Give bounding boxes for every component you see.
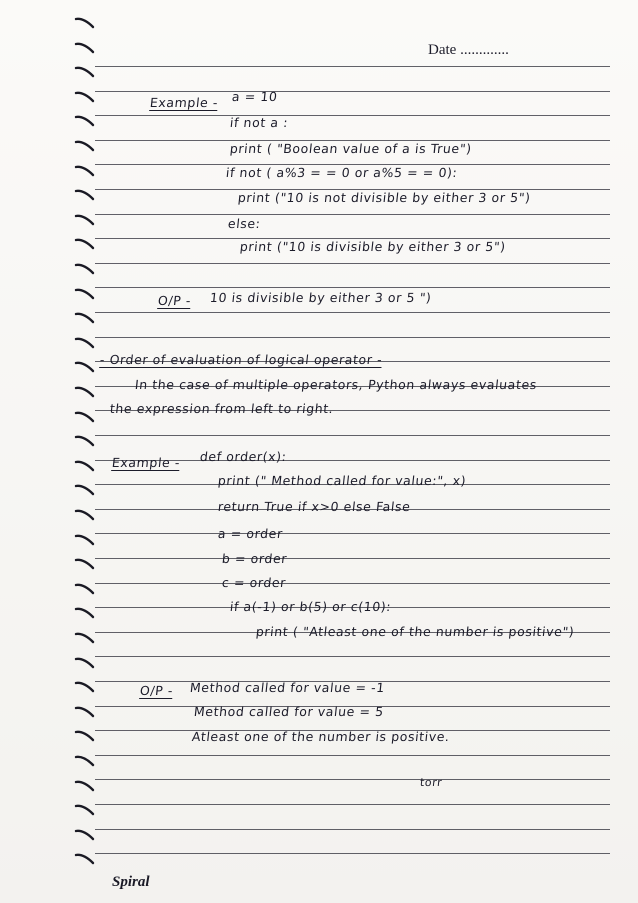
spiral-ring-icon [74, 41, 96, 55]
code-line-def-order: def order(x): [199, 449, 288, 464]
spiral-ring-icon [74, 828, 96, 842]
code-line-print-boolean: print ( "Boolean value of a is True") [229, 141, 473, 156]
ruled-line [95, 755, 610, 756]
ruled-line [95, 829, 610, 830]
spiral-ring-icon [74, 139, 96, 153]
spiral-ring-icon [74, 262, 96, 276]
spiral-ring-icon [74, 459, 96, 473]
spiral-ring-icon [74, 779, 96, 793]
ruled-line [95, 214, 610, 215]
code-line-c-order: c = order [221, 575, 287, 590]
ruled-line [95, 656, 610, 657]
spiral-ring-icon [74, 582, 96, 596]
spiral-ring-icon [74, 606, 96, 620]
example-heading-1: Example - [149, 95, 219, 110]
ruled-line [95, 804, 610, 805]
ruled-line [95, 435, 610, 436]
example-heading-2: Example - [111, 455, 181, 470]
spiral-ring-icon [74, 410, 96, 424]
code-line-print-not-divisible: print ("10 is not divisible by either 3 or 5") [237, 190, 532, 205]
spiral-ring-icon [74, 656, 96, 670]
paragraph-line-1: In the case of multiple operators, Python always evaluates [134, 377, 538, 392]
ruled-line [95, 66, 610, 67]
paragraph-line-2: the expression from left to right. [109, 401, 335, 416]
ruled-line [95, 115, 610, 116]
spiral-ring-icon [74, 237, 96, 251]
spiral-ring-icon [74, 557, 96, 571]
code-line-print-divisible: print ("10 is divisible by either 3 or 5") [239, 239, 507, 254]
spiral-ring-icon [74, 385, 96, 399]
spiral-ring-icon [74, 213, 96, 227]
ruled-line [95, 91, 610, 92]
spiral-ring-icon [74, 631, 96, 645]
output-line-method-1: Method called for value = -1 [189, 680, 386, 695]
spiral-ring-icon [74, 533, 96, 547]
spiral-ring-icon [74, 680, 96, 694]
code-line-a-order: a = order [217, 526, 284, 541]
spiral-ring-icon [74, 114, 96, 128]
spiral-ring-icon [74, 434, 96, 448]
code-line-return: return True if x>0 else False [217, 499, 412, 514]
spiral-ring-icon [74, 508, 96, 522]
code-line-if-abc: if a(-1) or b(5) or c(10): [229, 599, 392, 614]
code-line-print-method: print (" Method called for value:", x) [217, 473, 467, 488]
code-line-b-order: b = order [221, 551, 288, 566]
spiral-ring-icon [74, 65, 96, 79]
ruled-line [95, 337, 610, 338]
ruled-line [95, 287, 610, 288]
spiral-ring-icon [74, 705, 96, 719]
ruled-line [95, 558, 610, 559]
spiral-ring-icon [74, 729, 96, 743]
spiral-ring-icon [74, 90, 96, 104]
spiral-ring-icon [74, 311, 96, 325]
ruled-line [95, 853, 610, 854]
brand-logo: Spiral [112, 874, 150, 890]
ruled-line [95, 583, 610, 584]
output-line-atleast: Atleast one of the number is positive. [191, 729, 451, 744]
spiral-ring-icon [74, 164, 96, 178]
section-heading-order-evaluation: - Order of evaluation of logical operator - [99, 352, 384, 367]
ruled-line [95, 533, 610, 534]
output-line-method-2: Method called for value = 5 [193, 704, 385, 719]
code-line-if-not-a: if not a : [229, 115, 289, 130]
signature-mark: torr [419, 776, 443, 789]
spiral-ring-icon [74, 16, 96, 30]
spiral-ring-icon [74, 483, 96, 497]
spiral-ring-icon [74, 287, 96, 301]
code-line-if-not-mod: if not ( a%3 = = 0 or a%5 = = 0): [225, 165, 459, 180]
ruled-line [95, 779, 610, 780]
code-line-a-assign: a = 10 [231, 89, 279, 104]
ruled-line [95, 263, 610, 264]
date-label: Date ............. [428, 42, 509, 58]
ruled-line [95, 312, 610, 313]
code-line-print-atleast: print ( "Atleast one of the number is positive") [255, 624, 576, 639]
output-label-2: O/P - [139, 683, 174, 698]
spiral-ring-icon [74, 188, 96, 202]
spiral-ring-icon [74, 852, 96, 866]
code-line-else: else: [227, 216, 262, 231]
spiral-ring-icon [74, 803, 96, 817]
spiral-ring-icon [74, 336, 96, 350]
output-line-1: 10 is divisible by either 3 or 5 ") [209, 290, 433, 305]
spiral-ring-icon [74, 360, 96, 374]
spiral-ring-icon [74, 754, 96, 768]
output-label-1: O/P - [157, 293, 192, 308]
